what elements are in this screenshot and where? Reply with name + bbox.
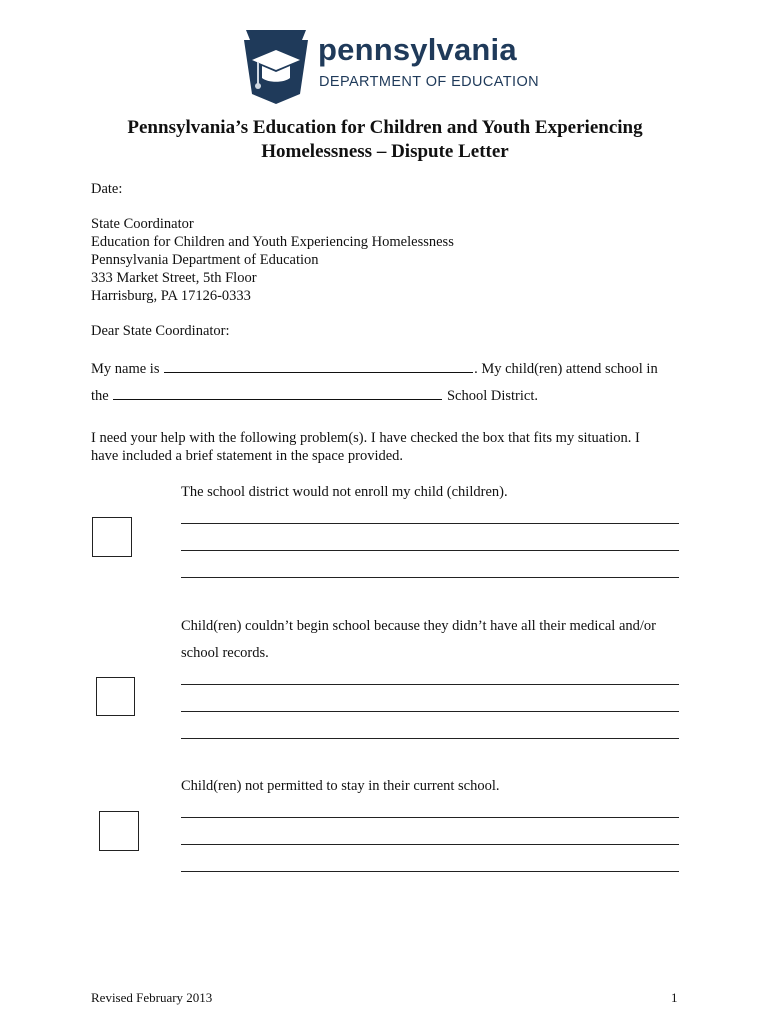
problem-3-statement-line[interactable]	[181, 817, 679, 818]
salutation: Dear State Coordinator:	[91, 323, 230, 339]
instructions-line-1: I need your help with the following problem(s). I have checked the box that fits my situation. I	[91, 430, 640, 446]
problem-2-text: Child(ren) couldn’t begin school because they didn’t have all their medical and/or	[181, 618, 657, 634]
department-name: DEPARTMENT OF EDUCATION	[319, 74, 540, 90]
revision-date: Revised February 2013	[91, 990, 213, 1005]
problem-1-statement-line[interactable]	[181, 577, 679, 578]
problem-2-text-continued: school records.	[181, 645, 269, 661]
name-blank-field[interactable]	[164, 358, 473, 373]
instructions-line-2: have included a brief statement in the space provided.	[91, 448, 404, 464]
keystone-graduation-cap-icon	[240, 26, 312, 106]
address-line: State Coordinator	[91, 216, 194, 232]
problem-2-statement-line[interactable]	[181, 711, 679, 712]
problem-1-text: The school district would not enroll my child (children).	[181, 484, 508, 500]
address-line: Pennsylvania Department of Education	[91, 252, 319, 268]
problem-2-checkbox[interactable]	[96, 677, 135, 716]
district-line	[91, 385, 538, 405]
pa-education-logo	[240, 24, 540, 106]
problem-1-checkbox[interactable]	[92, 517, 132, 557]
name-suffix: . My child(ren) attend school in	[474, 361, 658, 377]
address-line: Education for Children and Youth Experiencing Homelessness	[91, 234, 454, 250]
name-line	[91, 358, 658, 378]
district-blank-field[interactable]	[113, 385, 442, 400]
problem-1-statement-line[interactable]	[181, 523, 679, 524]
title-line-2: Homelessness – Dispute Letter	[261, 141, 509, 162]
name-prefix: My name is	[91, 361, 160, 377]
address-line: 333 Market Street, 5th Floor	[91, 270, 257, 286]
problem-3-statement-line[interactable]	[181, 871, 679, 872]
page-number: 1	[671, 990, 678, 1005]
problem-3-statement-line[interactable]	[181, 844, 679, 845]
problem-2-statement-line[interactable]	[181, 684, 679, 685]
problem-3-text: Child(ren) not permitted to stay in their current school.	[181, 778, 500, 794]
district-prefix: the	[91, 388, 109, 404]
document-title	[0, 116, 770, 164]
problem-1-statement-line[interactable]	[181, 550, 679, 551]
problem-3-checkbox[interactable]	[99, 811, 139, 851]
address-line: Harrisburg, PA 17126-0333	[91, 288, 251, 304]
problem-2-statement-line[interactable]	[181, 738, 679, 739]
district-suffix: School District.	[446, 388, 538, 404]
date-label: Date:	[91, 181, 123, 197]
title-line-1: Pennsylvania’s Education for Children and Youth Experiencing	[127, 117, 643, 138]
brand-name: pennsylvania	[318, 32, 517, 67]
